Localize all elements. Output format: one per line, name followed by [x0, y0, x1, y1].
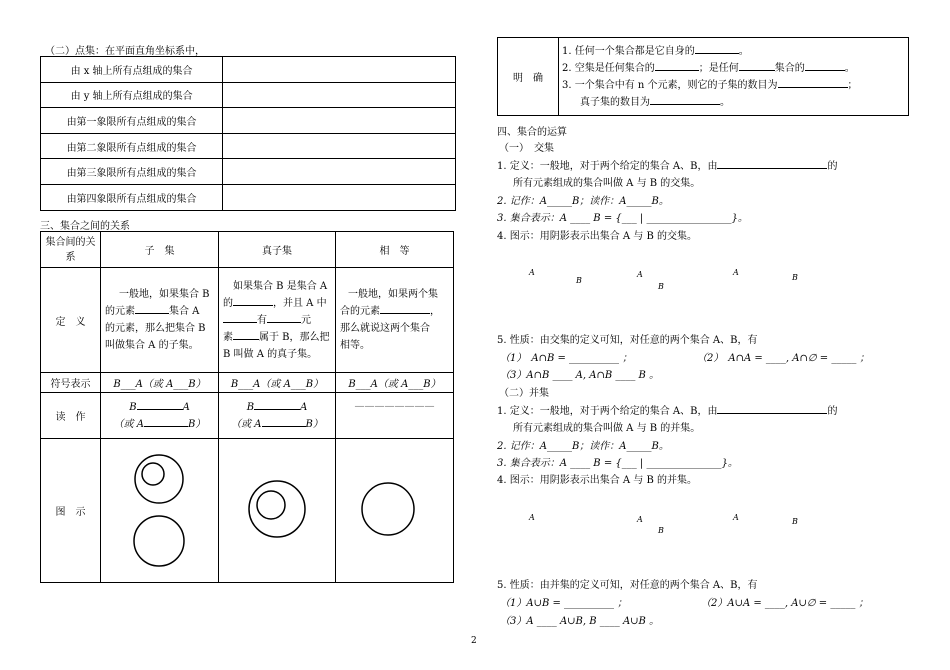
definition-subset	[101, 268, 219, 373]
def-text: 的	[827, 161, 838, 172]
clarify-text: 1. 任何一个集合都是它自身的	[562, 45, 695, 57]
read-text: B	[129, 401, 137, 413]
table-row	[41, 268, 454, 373]
table-row	[41, 57, 456, 83]
read-text: B）	[188, 418, 206, 430]
set-label: A	[733, 513, 739, 522]
read-line	[101, 399, 218, 416]
blank[interactable]	[233, 305, 273, 306]
read-text: （或 A	[113, 418, 145, 430]
def-text: 有	[257, 314, 267, 326]
answer-cell[interactable]	[223, 184, 456, 210]
read-text: A	[300, 401, 308, 413]
points-row-label: 由第二象限所有点组成的集合	[41, 133, 223, 159]
def-text: 1. 定义：一般地，对于两个给定的集合 A、B，由	[497, 161, 718, 172]
operations-heading: 四、集合的运算	[497, 127, 567, 138]
relations-heading: 三、集合之间的关系	[40, 221, 130, 232]
clarify-content	[559, 38, 909, 116]
union-properties: 5. 性质：由并集的定义可知，对任意的两个集合 A、B，有	[497, 580, 758, 591]
def-text: 一般地，如果两个集	[348, 289, 438, 300]
def-text: 叫做集合 A 的子集。	[105, 340, 199, 351]
blank[interactable]	[805, 70, 845, 71]
answer-cell[interactable]	[223, 108, 456, 134]
intersection-property-2: （2） A∩A = ____, A∩∅ = _____ ；	[697, 353, 870, 364]
read-equal: ————————	[336, 393, 454, 439]
def-text: 属于 B，那么把	[259, 331, 330, 343]
def-text: 一般地，如果集合 B	[119, 289, 210, 300]
blank[interactable]	[717, 168, 827, 169]
blank[interactable]	[267, 322, 301, 323]
points-row-label: 由 y 轴上所有点组成的集合	[41, 82, 223, 108]
read-text: A	[182, 401, 190, 413]
table-row	[41, 393, 454, 439]
def-text: 素	[223, 331, 233, 343]
def-text: 那么就说这两个集合	[340, 323, 430, 334]
intersection-properties: 5. 性质：由交集的定义可知，对任意的两个集合 A、B，有	[497, 335, 758, 346]
blank[interactable]	[233, 339, 259, 340]
def-text	[105, 303, 214, 320]
read-proper-subset	[219, 393, 336, 439]
equal-circle	[362, 483, 414, 535]
symbol-proper-subset: B___A（或 A___B）	[219, 373, 336, 393]
clarify-text: 。	[720, 96, 730, 108]
def-text: 的元素	[105, 306, 135, 317]
col-header-proper-subset: 真子集	[219, 232, 336, 268]
intersection-definition-cont: 所有元素组成的集合叫做 A 与 B 的交集。	[513, 178, 701, 189]
blank[interactable]	[254, 409, 300, 410]
page-number: 2	[471, 636, 477, 646]
set-label: B	[792, 273, 798, 282]
def-text: 相等。	[340, 340, 370, 351]
union-notation: 2. 记作：A_____B；读作：A_____B。	[497, 441, 669, 452]
points-row-label: 由 x 轴上所有点组成的集合	[41, 57, 223, 83]
table-row	[41, 373, 454, 393]
intersection-notation: 2. 记作：A_____B；读作：A_____B。	[497, 196, 669, 207]
answer-cell[interactable]	[223, 82, 456, 108]
blank[interactable]	[655, 70, 699, 71]
figure-equal	[336, 439, 454, 583]
answer-cell[interactable]	[223, 159, 456, 185]
answer-cell[interactable]	[223, 57, 456, 83]
venn-proper-subset-figure	[219, 439, 335, 579]
table-row	[41, 108, 456, 134]
def-text: 的	[827, 406, 838, 417]
clarify-line	[562, 94, 908, 111]
corner-cell: 集合间的关系	[41, 232, 101, 268]
read-text: （或 A	[231, 418, 262, 430]
set-label: B	[576, 276, 582, 285]
clarify-line	[562, 60, 908, 77]
intersection-heading: （一） 交集	[499, 143, 554, 154]
union-property-1: （1）A∪B = __________ ；	[500, 598, 628, 609]
clarify-text: ；是任何	[698, 62, 739, 74]
def-text: 元	[301, 314, 311, 326]
points-row-label: 由第四象限所有点组成的集合	[41, 184, 223, 210]
definition-equal	[336, 268, 454, 373]
blank[interactable]	[778, 87, 848, 88]
def-text: ，并且 A 中	[273, 297, 327, 309]
clarify-text: 3. 一个集合中有 n 个元素，则它的子集的数目为	[562, 79, 778, 91]
clarify-text: 。	[738, 45, 749, 57]
inner-circle	[142, 463, 164, 485]
intersection-figure-prompt: 4. 图示：用阴影表示出集合 A 与 B 的交集。	[497, 231, 698, 242]
intersection-representation: 3. 集合表示：A ____ B = {___ | _________________}。	[497, 213, 748, 224]
clarify-text: 真子集的数目为	[580, 96, 650, 108]
col-header-subset: 子 集	[101, 232, 219, 268]
union-property-2: （2）A∪A = ____, A∪∅ = _____ ；	[701, 598, 869, 609]
clarify-label: 明 确	[498, 38, 559, 116]
set-label: A	[637, 270, 643, 279]
union-definition-cont: 所有元素组成的集合叫做 A 与 B 的并集。	[513, 423, 701, 434]
clarify-line	[562, 77, 908, 94]
read-line	[101, 416, 218, 433]
clarify-box	[497, 37, 909, 116]
blank[interactable]	[223, 322, 257, 323]
set-label: A	[529, 268, 535, 277]
row-header-figure: 图 示	[41, 439, 101, 583]
def-text: 如果集合 B 是集合 A	[233, 280, 328, 292]
col-header-equal: 相 等	[336, 232, 454, 268]
set-label: A	[637, 515, 643, 524]
venn-equal-figure	[336, 439, 453, 579]
symbol-subset: B___A（或 A___B）	[101, 373, 219, 393]
def-text	[223, 295, 331, 312]
table-row	[41, 133, 456, 159]
union-representation: 3. 集合表示：A ____ B = {___ | _______________}。	[497, 458, 738, 469]
table-row	[41, 232, 454, 268]
set-label: B	[658, 526, 664, 535]
blank[interactable]	[380, 313, 430, 314]
def-text: 合的元素	[340, 306, 380, 317]
def-text: 的元素，那么把集合 B	[105, 323, 206, 334]
union-property-3: （3）A ____ A∪B, B ____ A∪B 。	[500, 616, 660, 627]
intersection-definition	[497, 157, 837, 172]
row-header-symbol: 符号表示	[41, 373, 101, 393]
read-subset	[101, 393, 219, 439]
union-figure-prompt: 4. 图示：用阴影表示出集合 A 与 B 的并集。	[497, 475, 698, 486]
def-text	[223, 329, 331, 346]
clarify-text: 2. 空集是任何集合的	[562, 62, 655, 74]
set-label: A	[733, 268, 739, 277]
blank[interactable]	[135, 313, 169, 314]
blank[interactable]	[144, 426, 188, 427]
read-line	[219, 399, 335, 416]
set-label: B	[658, 282, 664, 291]
intersection-property-3: （3）A∩B ____ A, A∩B ____ B 。	[500, 370, 660, 381]
venn-subset-figure	[101, 439, 218, 579]
clarify-line	[562, 43, 908, 60]
table-row	[498, 38, 909, 116]
points-row-label: 由第三象限所有点组成的集合	[41, 159, 223, 185]
clarify-text: ；	[847, 79, 858, 91]
answer-cell[interactable]	[223, 133, 456, 159]
clarify-text: 集合的	[774, 62, 805, 74]
figure-subset	[101, 439, 219, 583]
table-row	[41, 159, 456, 185]
points-table	[40, 56, 456, 211]
def-text: B 叫做 A 的真子集。	[223, 348, 318, 360]
blank[interactable]	[717, 413, 827, 414]
blank[interactable]	[695, 53, 739, 54]
def-text: 1. 定义：一般地，对于两个给定的集合 A、B，由	[497, 406, 718, 417]
row-header-definition: 定 义	[41, 268, 101, 373]
intersection-property-1: （1） A∩B = __________ ；	[500, 353, 633, 364]
read-line	[219, 416, 335, 433]
inner-circle	[257, 491, 285, 519]
def-text: ，	[430, 306, 440, 317]
union-heading: （二）并集	[499, 388, 549, 399]
read-text: B	[246, 401, 255, 413]
points-row-label: 由第一象限所有点组成的集合	[41, 108, 223, 134]
table-row	[41, 82, 456, 108]
def-text: 集合 A	[169, 306, 200, 317]
read-text: B）	[305, 418, 323, 430]
set-label: A	[529, 513, 535, 522]
union-definition	[497, 402, 837, 417]
outer-circle	[135, 455, 183, 503]
clarify-text: 。	[844, 62, 855, 74]
table-row	[41, 439, 454, 583]
relations-table	[40, 231, 454, 583]
blank[interactable]	[739, 70, 775, 71]
blank[interactable]	[262, 426, 306, 427]
table-row	[41, 184, 456, 210]
row-header-read: 读 作	[41, 393, 101, 439]
def-text	[340, 303, 449, 320]
def-text: 的	[223, 297, 233, 309]
set-label: B	[792, 517, 798, 526]
symbol-equal: B___A（或 A___B）	[336, 373, 454, 393]
equal-circle	[134, 516, 184, 566]
figure-proper-subset	[219, 439, 336, 583]
blank[interactable]	[650, 104, 720, 105]
blank[interactable]	[137, 409, 183, 410]
def-text	[223, 312, 331, 329]
definition-proper-subset	[219, 268, 336, 373]
points-heading: （二）点集：在平面直角坐标系中，	[45, 46, 205, 57]
